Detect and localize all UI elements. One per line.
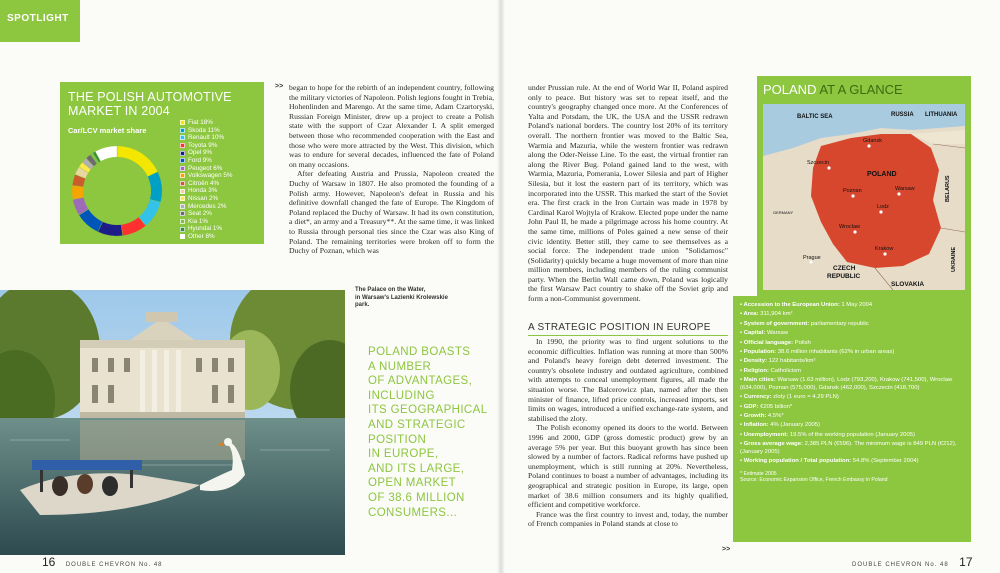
fact-label: Religion: — [743, 367, 769, 374]
poland-at-a-glance-box — [757, 76, 971, 296]
map-label-warsaw: Warsaw — [895, 186, 915, 192]
fact-item — [740, 377, 965, 392]
legend-swatch — [180, 128, 185, 133]
legend-label: Renault 10% — [188, 134, 225, 142]
fact-item — [740, 441, 965, 456]
legend-label: Seat 2% — [188, 210, 212, 218]
fact-label: Working population / Total population: — [743, 458, 852, 465]
legend-entry — [180, 233, 264, 241]
legend-entry — [180, 157, 264, 165]
fact-value: 4.5%* — [767, 412, 784, 419]
fact-label: Density: — [743, 358, 767, 365]
legend-entry — [180, 134, 264, 142]
right-footer — [852, 553, 973, 571]
fact-item — [740, 368, 965, 376]
continues-marker: >> — [722, 546, 731, 553]
map-label-belarus: BELARUS — [945, 175, 951, 202]
bullet-icon: • — [740, 412, 744, 419]
legend-label: Hyundai 1% — [188, 225, 222, 233]
legend-label: Other 8% — [188, 232, 215, 240]
fact-value: 19.5% of the working population (January 2005) — [789, 431, 915, 438]
fact-item — [740, 458, 965, 466]
legend-label: Volkswagen 5% — [188, 172, 233, 180]
legend-label: Nissan 2% — [188, 194, 219, 202]
fact-label: Gross average wage: — [743, 441, 803, 448]
right-publication-name: DOUBLE CHEVRON No. 48 — [852, 562, 949, 568]
market-title-line2: MARKET IN 2004 — [68, 104, 170, 118]
legend-swatch — [180, 151, 185, 156]
article-column-3 — [528, 337, 728, 529]
source-note: Source: Economic Expansion Office, French Embassy in Poland — [740, 477, 888, 484]
strategic-paragraph-1: In 1990, the priority was to find urgent solutions to the economic difficulties. Inflation was running at more than 500% and Poland's heavy foreign debt deterred investment. The country's obsolete industry and outdated agriculture, combined with attempts to conceal unemployment figures, all made the situation worse. The Balcerowicz plan, named after the then minister of finance, lifted price controls, increased imports, set limits on wages, introduced a unified exchange-rate system, and stabilised the zloty. — [528, 337, 728, 423]
map-label-germany: GERMANY — [773, 210, 794, 215]
legend-swatch — [180, 196, 185, 201]
fact-item — [740, 321, 965, 329]
right-page-number: 17 — [959, 555, 973, 569]
pull-quote-line: A NUMBER — [368, 360, 432, 373]
palace-on-water-image — [0, 290, 345, 555]
legend-entry — [180, 203, 264, 211]
legend-label: Fiat 18% — [188, 119, 213, 126]
fact-item — [740, 340, 965, 348]
left-footer — [42, 553, 163, 571]
legend-entry — [180, 127, 264, 135]
fact-value: Warsaw — [766, 330, 789, 337]
glance-title-accent: AT A GLANCE — [819, 82, 903, 97]
map-label-krakow: Krakow — [875, 246, 894, 252]
fact-item — [740, 404, 965, 412]
bullet-icon: • — [740, 339, 744, 346]
legend-entry — [180, 195, 264, 203]
fact-value: Warsaw (1.63 million), Lodz (793,200), Krakow (741,500), Wroclaw (634,000), Poznan (575,000), Gdansk (462,000), Szczecin (418,700) — [740, 377, 953, 391]
bullet-icon: • — [740, 358, 744, 365]
legend-label: Skoda 11% — [188, 126, 220, 134]
fact-item — [740, 432, 965, 440]
bullet-icon: • — [740, 311, 744, 318]
fact-label: Unemployment: — [743, 431, 789, 438]
left-page-number: 16 — [42, 555, 56, 569]
fact-item — [740, 311, 965, 319]
caption-line1: The Palace on the Water, — [355, 287, 426, 293]
map-label-gdansk: Gdansk — [863, 138, 882, 144]
glance-title — [763, 82, 965, 97]
donut-slice-fiat — [117, 146, 158, 177]
section-tab: SPOTLIGHT — [0, 0, 80, 42]
bullet-icon: • — [740, 302, 744, 308]
market-title-line1: THE POLISH AUTOMOTIVE — [68, 90, 232, 104]
map-label-baltic-sea: BALTIC SEA — [797, 114, 833, 120]
bullet-icon: • — [740, 320, 744, 327]
fact-label: Official language: — [743, 339, 794, 346]
legend-swatch — [180, 204, 185, 209]
estimate-note: * Estimate 2005 — [740, 470, 777, 477]
fact-label: Currency: — [743, 394, 772, 401]
section-heading: A STRATEGIC POSITION IN EUROPE — [528, 322, 728, 336]
legend-label: Citroën 4% — [188, 179, 220, 187]
pull-quote-line: OPEN MARKET — [368, 477, 457, 490]
strategic-paragraph-3: France was the first country to invest and, today, the number of French companies in Poland stands at close to — [528, 509, 728, 529]
fact-value: 2,385 PLN (€596). The minimum wage is 849 PLN (€212), (January 2005) — [740, 441, 957, 455]
legend-entry — [180, 119, 264, 127]
legend-swatch — [180, 189, 185, 194]
bullet-icon: • — [740, 330, 744, 337]
fact-label: Main cities: — [743, 377, 776, 384]
article-column-2 — [528, 83, 728, 304]
glance-title-country: POLAND — [763, 82, 817, 97]
market-share-box — [60, 82, 264, 244]
legend-swatch — [180, 173, 185, 178]
legend-swatch — [180, 181, 185, 186]
bullet-icon: • — [740, 422, 744, 429]
legend-label: Honda 3% — [188, 187, 218, 195]
col1-paragraph-2: After defeating Austria and Prussia, Napoleon created the Duchy of Warsaw in 1807. He also promoted the founding of a Polish army. However, Napoleon's defeat in Russia and his definitive downfall changed the fate of Europe. The Kingdom of Poland replaced the Duchy of Warsaw. It had its own constitution, a diet*, an army and a Treasury**. At the same time, it was linked to Russia through personal ties since the Czar was also King of Poland. The remaining territories were broken off to form the Duchy of Poznan, which was — [289, 169, 494, 256]
pull-quote-line: INCLUDING — [368, 389, 435, 402]
fact-value: €205 billion* — [760, 403, 793, 410]
photo-caption — [355, 287, 495, 310]
key-facts-box — [733, 296, 971, 542]
bullet-icon: • — [740, 441, 744, 448]
market-box-subtitle: Car/LCV market share — [68, 126, 147, 135]
caption-line3: park. — [355, 302, 370, 308]
fact-label: Inflation: — [743, 422, 769, 429]
legend-swatch — [180, 158, 185, 163]
fact-label: Accession to the European Union: — [743, 302, 840, 308]
map-label-lodz: Lodz — [877, 204, 889, 210]
col2-paragraph: under Prussian rule. At the end of World War II, Poland aspired only to peace. But history was set to repeat itself, and the country's geography changed once more. At the Conferences of Yalta and Potsdam, the UK, the USA and the USSR redrawn Poland's national borders. The country lost 20% of its territory overall. The northern frontier was moved to the Baltic Sea, Warmia and Mazuria, while the western frontier was redrawn along the Oder-Neisse Line. To the east, the virtual frontier ran along the River Bug. Poland gained land to the west, with Warmia, Mazuria, Pomerania, Lower Silesia and part of Higher Silesia, but it lost the eastern part of its territory, which was incorporated into the USSR. This marked the start of the Soviet era. The first crack in the Iron Curtain was made in 1978 by Cardinal Karol Wojtyla of Krakow. Elected pope under the name John Paul II, he made a pilgrimage across his home country. At the same time, millions of Poles gained a new sense of their civic identity. Better still, they came to see themselves as a social force. The independent trade union "Solidarnosc" (Solidarity) quickly became a huge movement of more than nine million members, including members of the ruling communist party. When the Berlin Wall came down, Poland was logically the first Warsaw Pact country to shake off the Soviet grip and form a non-Communist government. — [528, 83, 728, 304]
legend-label: Ford 9% — [188, 156, 212, 164]
fact-item — [740, 422, 965, 430]
legend-swatch — [180, 135, 185, 140]
legend-swatch — [180, 166, 185, 171]
fact-label: Growth: — [743, 412, 767, 419]
map-label-ukraine: UKRAINE — [951, 246, 957, 272]
map-label-lithuania: LITHUANIA — [925, 112, 958, 118]
left-publication-name: DOUBLE CHEVRON No. 48 — [65, 562, 163, 568]
continued-marker: >> — [275, 83, 284, 90]
bullet-icon: • — [740, 377, 744, 384]
legend-label: Opel 9% — [188, 149, 213, 157]
legend-entry — [180, 142, 264, 150]
market-share-donut-chart — [70, 144, 164, 238]
bullet-icon: • — [740, 431, 744, 438]
legend-label: Mercedes 2% — [188, 202, 227, 210]
col1-paragraph-1: began to hope for the rebirth of an independent country, following the military victories of Napoleon. Polish legions fought in Trebia, Hohenlinden and Marengo. At the same time, Adam Czartoryski, Russian Foreign Minister, drew up a project to create a Polish state with the support of Czar Alexander I. A split emerged between those who recommended cooperation with the East and those who were more attracted by the West. This division, which was to endure for several decades, influenced the fate of Poland on many occasions. — [289, 83, 494, 169]
page-gutter — [497, 0, 505, 573]
legend-swatch — [180, 234, 185, 239]
strategic-paragraph-2: The Polish economy opened its doors to the world. Between 1996 and 2000, GDP (gross domestic product) grew by an average 5% per year. But this buoyant growth has since been slowed by a number of factors. Radical reforms have pushed up unemployment, which is still running at 20%. Nevertheless, Poland continues to boast a number of advantages, including its geographical and strategic position in Europe, its large, open market of 38.6 million consumers and its highly qualified, efficient and competitive workforce. — [528, 423, 728, 510]
fact-item — [740, 358, 965, 366]
map-label-wroclaw: Wroclaw — [839, 224, 860, 230]
map-label-szczecin: Szczecin — [807, 160, 830, 166]
legend-entry — [180, 225, 264, 233]
legend-swatch — [180, 143, 185, 148]
pull-quote-line: POLAND BOASTS — [368, 346, 471, 358]
fact-value: 4% (January 2005) — [770, 422, 820, 429]
legend-entry — [180, 210, 264, 218]
palace-photo — [0, 290, 345, 555]
fact-value: 311,904 km² — [760, 311, 793, 318]
fact-label: Area: — [743, 311, 759, 318]
fact-label: GDP: — [743, 403, 759, 410]
map-label-prague: Prague — [803, 255, 821, 261]
map-label-poznan: Poznan — [843, 188, 862, 194]
pull-quote-line: OF ADVANTAGES, — [368, 375, 473, 388]
fact-value: 54.8% (September 2004) — [852, 458, 919, 465]
fact-label: System of government: — [743, 320, 810, 327]
article-column-1 — [289, 83, 494, 256]
fact-value: parliamentary republic — [810, 320, 869, 327]
legend-swatch — [180, 120, 185, 125]
fact-item — [740, 302, 965, 310]
legend-entry — [180, 165, 264, 173]
legend-entry — [180, 187, 264, 195]
fact-item — [740, 413, 965, 421]
fact-value: Catholicism — [770, 367, 801, 374]
market-box-title — [68, 90, 256, 118]
pull-quote-line: IN EUROPE, — [368, 448, 439, 461]
pull-quote-line: ITS GEOGRAPHICAL — [368, 404, 488, 417]
legend-entry — [180, 149, 264, 157]
donut-slice-skoda — [148, 172, 163, 202]
map-label-poland: POLAND — [867, 171, 897, 178]
legend-swatch — [180, 219, 185, 224]
legend-label: Toyota 9% — [188, 141, 218, 149]
fact-value: 122 habitants/km² — [768, 358, 816, 365]
bullet-icon: • — [740, 403, 744, 410]
donut-slice-volkswagen — [72, 185, 84, 199]
bullet-icon: • — [740, 348, 744, 355]
map-label-slovakia: SLOVAKIA — [891, 281, 925, 288]
pull-quote-line: CONSUMERS... — [368, 506, 458, 519]
legend-swatch — [180, 227, 185, 232]
legend-entry — [180, 218, 264, 226]
map-label-czech: CZECH — [833, 265, 856, 272]
legend-label: Peugeot 6% — [188, 164, 223, 172]
caption-line2: in Warsaw's Lazienki Krolewskie — [355, 294, 448, 301]
fact-item — [740, 330, 965, 338]
fact-label: Population: — [743, 348, 777, 355]
bullet-icon: • — [740, 458, 744, 465]
fact-item — [740, 349, 965, 357]
fact-value: 1 May 2004 — [841, 302, 873, 308]
legend-swatch — [180, 211, 185, 216]
legend-entry — [180, 172, 264, 180]
bullet-icon: • — [740, 367, 744, 374]
fact-label: Capital: — [743, 330, 766, 337]
fact-value: zloty (1 euro = 4.29 PLN) — [773, 394, 839, 401]
fact-value: Polish — [794, 339, 811, 346]
poland-map — [763, 104, 965, 290]
pull-quote — [368, 345, 496, 520]
legend-label: Kia 1% — [188, 217, 208, 225]
pull-quote-line: OF 38.6 MILLION — [368, 491, 465, 504]
pull-quote-line: AND ITS LARGE, — [368, 462, 465, 475]
market-share-legend — [180, 119, 264, 241]
map-label-republic: REPUBLIC — [827, 273, 861, 280]
fact-value: 38.6 million inhabitants (62% in urban areas) — [777, 348, 895, 355]
bullet-icon: • — [740, 394, 744, 401]
pull-quote-line: POSITION — [368, 433, 427, 446]
map-label-russia: RUSSIA — [891, 112, 914, 118]
fact-item — [740, 394, 965, 402]
pull-quote-line: AND STRATEGIC — [368, 418, 466, 431]
legend-entry — [180, 180, 264, 188]
